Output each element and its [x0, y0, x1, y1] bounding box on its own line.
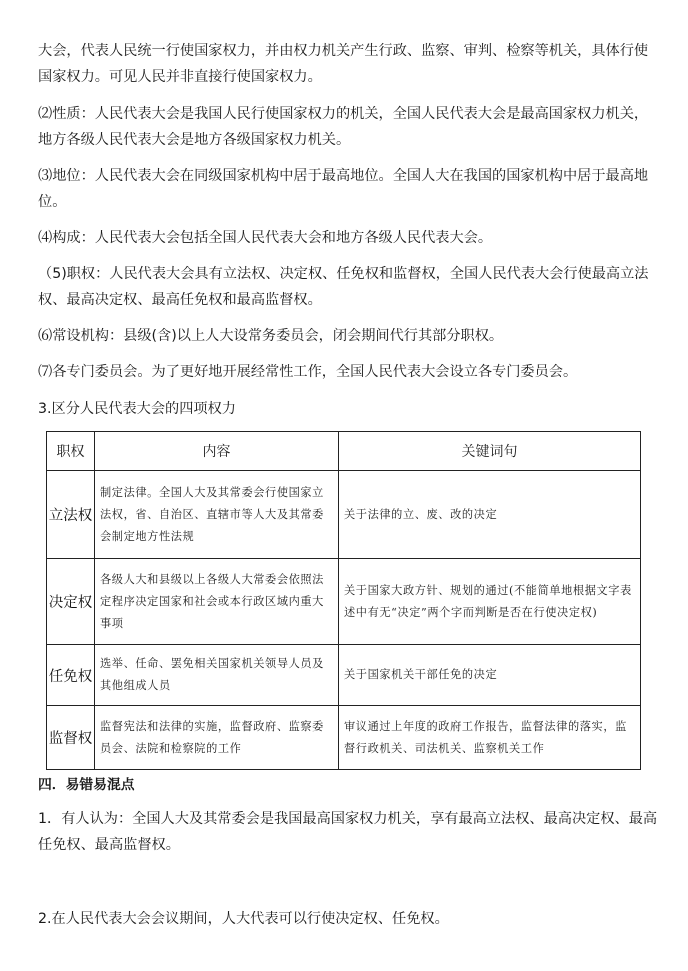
power-name: 立法权	[47, 471, 95, 559]
paragraph-committees: ⑺各专门委员会。为了更好地开展经常性工作，全国人民代表大会设立各专门委员会。	[38, 364, 578, 380]
power-name: 任免权	[47, 645, 95, 706]
power-content: 选举、任命、罢免相关国家机关领导人员及其他组成人员	[95, 645, 339, 706]
power-keywords: 审议通过上年度的政府工作报告，监督法律的落实，监督行政机关、司法机关、监察机关工作	[339, 706, 641, 770]
table-header-row	[47, 432, 641, 471]
power-keywords: 关于国家机关干部任免的决定	[339, 645, 641, 706]
power-keywords: 关于国家大政方针、规划的通过(不能简单地根据文字表述中有无“决定”两个字而判断是否在行使决定权)	[339, 559, 641, 645]
paragraph-status: ⑶地位：人民代表大会在同级国家机构中居于最高地位。全国人大在我国的国家机构中居于最高地位。	[38, 168, 649, 210]
table-row	[47, 559, 641, 645]
table-row	[47, 471, 641, 559]
power-content: 制定法律。全国人大及其常委会行使国家立法权，省、自治区、直辖市等人大及其常委会制定地方性法规	[95, 471, 339, 559]
header-power: 职权	[47, 432, 95, 471]
power-content: 各级人大和县级以上各级人大常委会依照法定程序决定国家和社会或本行政区域内重大事项	[95, 559, 339, 645]
section-3-title: 3.区分人民代表大会的四项权力	[38, 401, 236, 417]
paragraph-continuation: 大会，代表人民统一行使国家权力，并由权力机关产生行政、监察、审判、检察等机关，具体行使国家权力。可见人民并非直接行使国家权力。	[38, 43, 649, 85]
power-name: 决定权	[47, 559, 95, 645]
pitfall-item-2: 2.在人民代表大会会议期间，人大代表可以行使决定权、任免权。	[38, 911, 449, 927]
paragraph-powers: （5)职权：人民代表大会具有立法权、决定权、任免权和监督权，全国人民代表大会行使最高立法权、最高决定权、最高任免权和最高监督权。	[38, 266, 649, 308]
paragraph-standing-body: ⑹常设机构：县级(含)以上人大设常务委员会，闭会期间代行其部分职权。	[38, 328, 504, 344]
power-keywords: 关于法律的立、废、改的决定	[339, 471, 641, 559]
powers-table	[46, 431, 641, 770]
power-content: 监督宪法和法律的实施，监督政府、监察委员会、法院和检察院的工作	[95, 706, 339, 770]
section-4-heading: 四．易错易混点	[38, 777, 135, 793]
power-name: 监督权	[47, 706, 95, 770]
header-keywords: 关键词句	[339, 432, 641, 471]
pitfall-item-1: 1．有人认为：全国人大及其常委会是我国最高国家权力机关，享有最高立法权、最高决定权、最高任免权、最高监督权。	[38, 811, 658, 853]
paragraph-composition: ⑷构成：人民代表大会包括全国人民代表大会和地方各级人民代表大会。	[38, 230, 493, 246]
paragraph-nature: ⑵性质：人民代表大会是我国人民行使国家权力的机关，全国人民代表大会是最高国家权力机关，地方各级人民代表大会是地方各级国家权力机关。	[38, 106, 649, 148]
header-content: 内容	[95, 432, 339, 471]
table-row	[47, 645, 641, 706]
table-row	[47, 706, 641, 770]
